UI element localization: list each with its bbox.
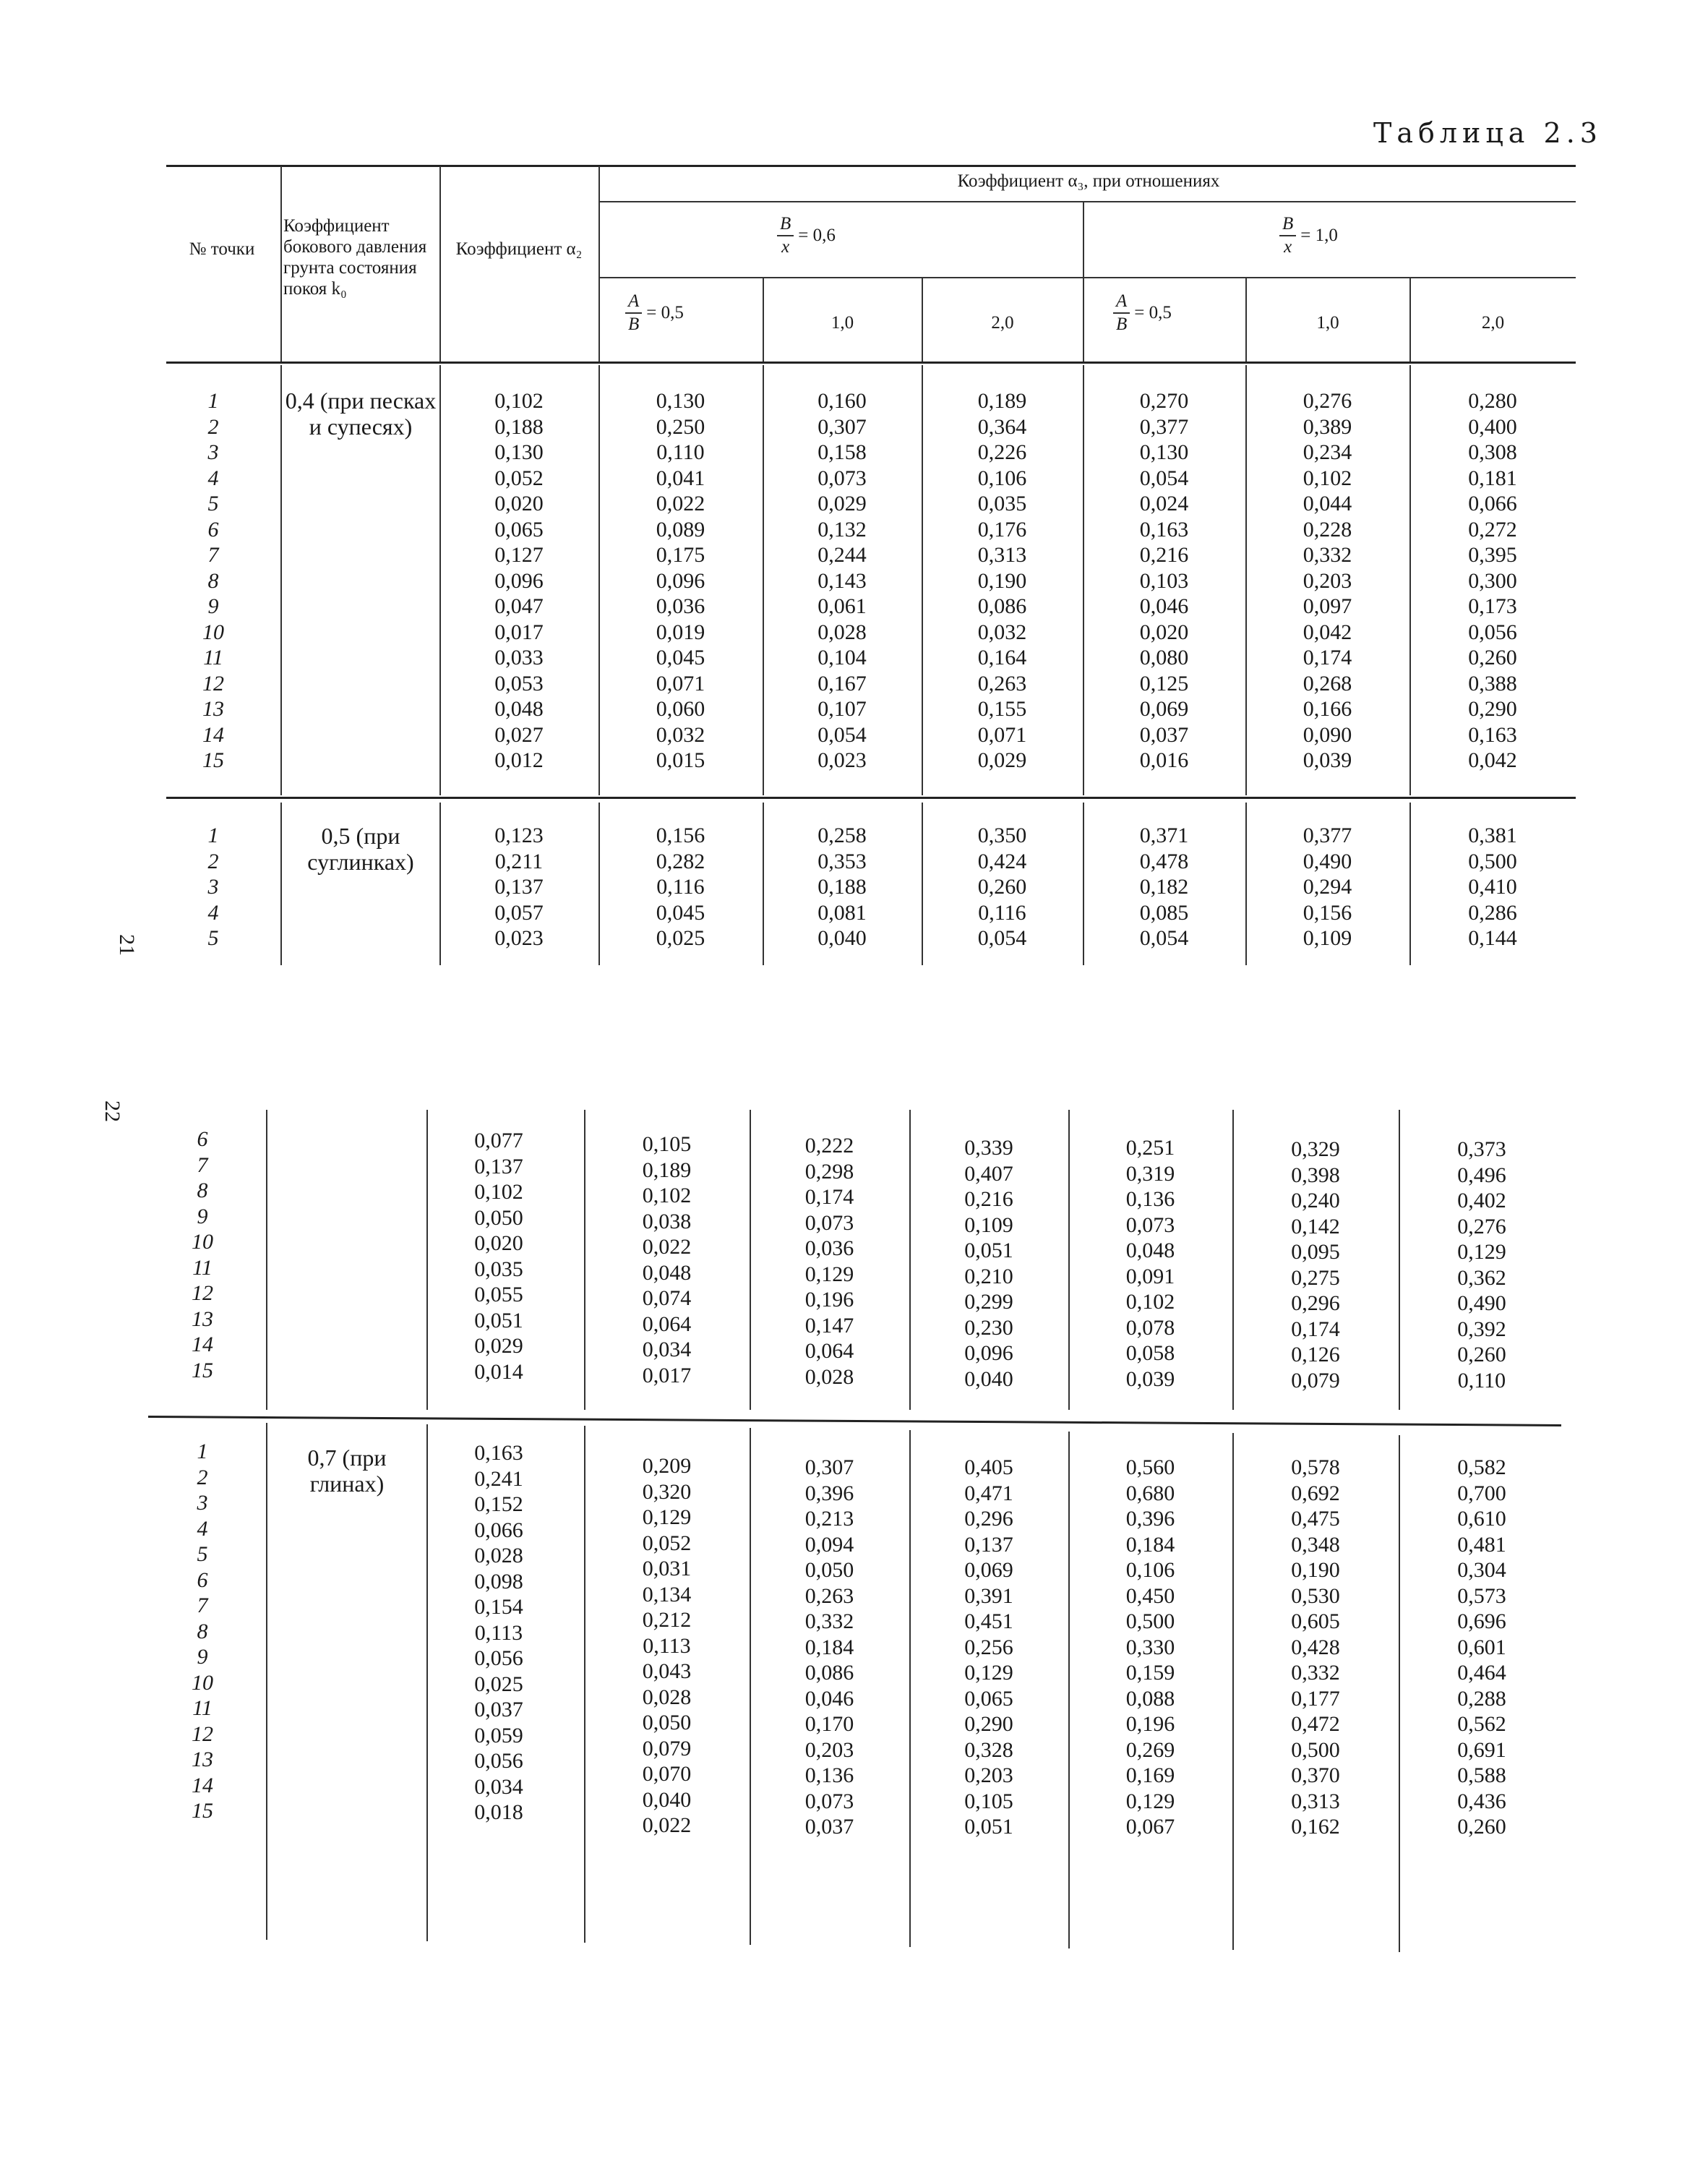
block2-g2-20: 0,381 0,500 0,410 0,286 0,144	[1468, 823, 1517, 950]
frac-den: B	[628, 315, 640, 334]
sub-20-g2: 2,0	[1481, 313, 1505, 333]
block2-g1-20: 0,350 0,424 0,260 0,116 0,054	[977, 823, 1027, 950]
body-vline	[598, 803, 600, 965]
body-vline	[909, 1110, 911, 1410]
block1-g1-10: 0,160 0,307 0,158 0,073 0,029 0,132 0,244 0,143 0,061 0,028 0,104 0,167 0,107 0,054 0,023	[817, 389, 867, 772]
body-vline	[1245, 365, 1247, 795]
block4-g2-20: 0,582 0,700 0,610 0,481 0,304 0,573 0,696 0,601 0,464 0,288 0,562 0,691 0,588 0,436 0,260	[1457, 1455, 1506, 1839]
body-vline	[1232, 1110, 1234, 1410]
body-vline	[1083, 803, 1084, 965]
body-vline	[1409, 803, 1411, 965]
body-vline	[1068, 1432, 1070, 1948]
block1-points: 1 2 3 4 5 6 7 8 9 10 11 12 13 14 15	[202, 389, 224, 772]
block3-g1-10: 0,222 0,298 0,174 0,073 0,036 0,129 0,196 0,147 0,064 0,028	[804, 1134, 854, 1389]
block3-a2: 0,077 0,137 0,102 0,050 0,020 0,035 0,055 0,051 0,029 0,014	[474, 1129, 523, 1384]
group-b-x-10	[1279, 213, 1338, 258]
header-point-number: № точки	[189, 239, 255, 259]
sub-10-g1: 1,0	[831, 313, 854, 333]
body-vline	[1232, 1433, 1234, 1950]
header-bottom-rule	[166, 362, 1576, 364]
block2-k0: 0,5 (при суглинках)	[307, 823, 414, 875]
frac-num: B	[1279, 213, 1296, 236]
header-rule-a3	[598, 201, 1576, 202]
sub-10-g2: 1,0	[1316, 313, 1339, 333]
header-a3: Коэффициент α₃, при отношениях	[957, 171, 1220, 191]
body-vline	[439, 365, 441, 795]
body-vline	[763, 803, 764, 965]
block-separator	[166, 797, 1576, 799]
header-vline	[1409, 278, 1411, 362]
frac-den: x	[1284, 237, 1292, 257]
body-vline	[598, 365, 600, 795]
block1-g1-20: 0,189 0,364 0,226 0,106 0,035 0,176 0,313 0,190 0,086 0,032 0,164 0,263 0,155 0,071 0,029	[977, 389, 1027, 772]
frac-eq: = 0,5	[646, 303, 684, 322]
block1-g2-10: 0,276 0,389 0,234 0,102 0,044 0,228 0,332 0,203 0,097 0,042 0,174 0,268 0,166 0,090 0,039	[1303, 389, 1352, 772]
frac-num: B	[777, 213, 794, 236]
body-vline	[584, 1110, 585, 1410]
block4-g2-05: 0,560 0,680 0,396 0,184 0,106 0,450 0,500 0,330 0,159 0,088 0,196 0,269 0,169 0,129 0,067	[1125, 1455, 1175, 1839]
header-vline	[598, 166, 600, 362]
block1-a2: 0,102 0,188 0,130 0,052 0,020 0,065 0,127 0,096 0,047 0,017 0,033 0,053 0,048 0,027 0,012	[494, 389, 544, 772]
block1-g2-20: 0,280 0,400 0,308 0,181 0,066 0,272 0,395 0,300 0,173 0,056 0,260 0,388 0,290 0,163 0,042	[1468, 389, 1517, 772]
sub-a-b-05-g2	[1113, 291, 1172, 335]
group-b-x-06	[777, 213, 836, 258]
block3-g1-20: 0,339 0,407 0,216 0,109 0,051 0,210 0,299 0,230 0,096 0,040	[964, 1136, 1013, 1391]
block2-g1-10: 0,258 0,353 0,188 0,081 0,040	[817, 823, 867, 950]
body-vline	[1068, 1110, 1070, 1410]
block2-g1-05: 0,156 0,282 0,116 0,045 0,025	[656, 823, 705, 950]
sub-20-g1: 2,0	[991, 313, 1014, 333]
sub-a-b-05-g1	[625, 291, 684, 335]
block2-a2: 0,123 0,211 0,137 0,057 0,023	[494, 823, 544, 950]
frac-num: A	[1113, 291, 1130, 314]
body-vline	[439, 803, 441, 965]
block2-g2-10: 0,377 0,490 0,294 0,156 0,109	[1303, 823, 1352, 950]
header-vline	[1083, 202, 1084, 362]
block4-g1-05: 0,209 0,320 0,129 0,052 0,031 0,134 0,212 0,113 0,043 0,028 0,050 0,079 0,070 0,040 0,022	[642, 1454, 692, 1837]
header-vline	[763, 278, 764, 362]
frac-den: x	[781, 237, 790, 257]
block4-g2-10: 0,578 0,692 0,475 0,348 0,190 0,530 0,605 0,428 0,332 0,177 0,472 0,500 0,370 0,313 0,162	[1291, 1455, 1340, 1839]
body-vline	[584, 1426, 585, 1943]
block3-g1-05: 0,105 0,189 0,102 0,038 0,022 0,048 0,074 0,064 0,034 0,017	[642, 1132, 692, 1387]
body-vline	[750, 1110, 751, 1410]
frac-eq: = 0,6	[798, 226, 836, 245]
block3-g2-05: 0,251 0,319 0,136 0,073 0,048 0,091 0,102 0,078 0,058 0,039	[1125, 1136, 1175, 1391]
body-vline	[1399, 1110, 1400, 1410]
body-vline	[1245, 803, 1247, 965]
block4-g1-10: 0,307 0,396 0,213 0,094 0,050 0,263 0,332 0,184 0,086 0,046 0,170 0,203 0,136 0,073 0,037	[804, 1455, 854, 1839]
frac-eq: = 0,5	[1134, 303, 1172, 322]
frac-num: A	[625, 291, 642, 314]
header-vline	[1245, 278, 1247, 362]
table-top-rule	[166, 165, 1576, 167]
header-vline	[280, 166, 282, 362]
body-vline	[1399, 1435, 1400, 1952]
block2-points: 1 2 3 4 5	[207, 823, 219, 950]
header-k0: Коэффициент бокового давления грунта состояния покоя k₀	[283, 216, 427, 299]
body-vline	[266, 1423, 267, 1940]
block3-points: 6 7 8 9 10 11 12 13 14 15	[192, 1127, 213, 1382]
body-vline	[763, 365, 764, 795]
body-vline	[922, 803, 923, 965]
block3-g2-10: 0,329 0,398 0,240 0,142 0,095 0,275 0,296 0,174 0,126 0,079	[1291, 1137, 1340, 1392]
block1-k0: 0,4 (при песках и супесях)	[285, 388, 437, 440]
body-vline	[750, 1428, 751, 1945]
block4-a2: 0,163 0,241 0,152 0,066 0,028 0,098 0,154 0,113 0,056 0,025 0,037 0,059 0,056 0,034 0,018	[474, 1441, 523, 1824]
frac-eq: = 1,0	[1300, 226, 1338, 245]
header-vline	[439, 166, 441, 362]
page-number-lower: 22	[100, 1100, 124, 1122]
header-a2: Коэффициент α₂	[455, 239, 583, 259]
table-title: Таблица 2.3	[1373, 117, 1602, 149]
body-vline	[1083, 365, 1084, 795]
body-vline	[1409, 365, 1411, 795]
body-vline	[280, 803, 282, 965]
body-vline	[909, 1430, 911, 1947]
block4-k0: 0,7 (при глинах)	[307, 1445, 387, 1497]
block1-g1-05: 0,130 0,250 0,110 0,041 0,022 0,089 0,175 0,096 0,036 0,019 0,045 0,071 0,060 0,032 0,015	[656, 389, 705, 772]
frac-den: B	[1116, 315, 1128, 334]
page-number-upper: 21	[115, 934, 139, 956]
block-separator	[148, 1416, 1561, 1426]
block3-g2-20: 0,373 0,496 0,402 0,276 0,129 0,362 0,490 0,392 0,260 0,110	[1457, 1137, 1506, 1392]
body-vline	[266, 1110, 267, 1410]
header-rule-groups	[598, 277, 1576, 278]
body-vline	[922, 365, 923, 795]
block2-g2-05: 0,371 0,478 0,182 0,085 0,054	[1139, 823, 1189, 950]
body-vline	[280, 365, 282, 795]
block4-g1-20: 0,405 0,471 0,296 0,137 0,069 0,391 0,451 0,256 0,129 0,065 0,290 0,328 0,203 0,105 0,051	[964, 1455, 1013, 1839]
header-vline	[922, 278, 923, 362]
block1-g2-05: 0,270 0,377 0,130 0,054 0,024 0,163 0,216 0,103 0,046 0,020 0,080 0,125 0,069 0,037 0,016	[1139, 389, 1189, 772]
block4-points: 1 2 3 4 5 6 7 8 9 10 11 12 13 14 15	[192, 1439, 213, 1823]
